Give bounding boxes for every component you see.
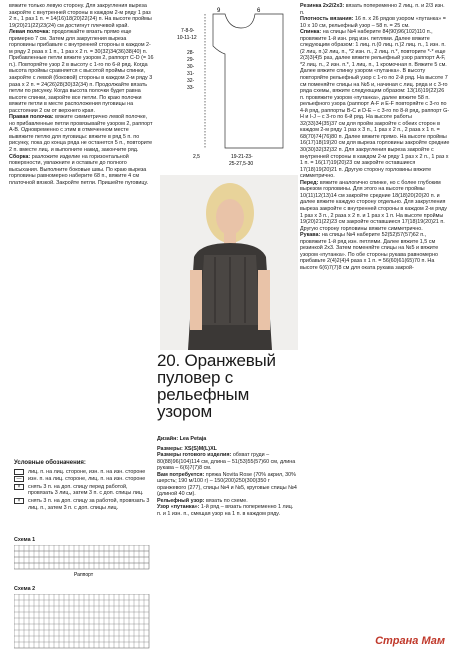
schema-h2: 28-	[187, 50, 195, 56]
rib2-text: вязать попеременно 2 лиц. п. и 2/3 изн. п.	[300, 3, 445, 16]
legend-text: лиц. п. на лиц. стороне, изн. п. на изн. стороне	[28, 468, 146, 475]
need-label: Вам потребуется:	[157, 471, 205, 478]
measure-label: Размеры готового изделия:	[157, 452, 232, 459]
density-text: 16 п. x 26 рядов узором «путанка» = 10 x 10 см, рельефный узор – 58 п. = 25 см.	[300, 16, 446, 29]
legend-symbol: —	[14, 476, 24, 482]
right-column	[300, 3, 450, 271]
legend-text: снять 3 п. на доп. спицу за работой, провязать 3 лиц. п., затем 3 п. с доп. спицы лиц.	[28, 497, 150, 511]
schema-h1: 10-11-12	[177, 35, 197, 41]
legend-symbol: ×	[14, 484, 24, 490]
back-label: Спинка:	[300, 29, 322, 36]
sleeve-text: на спицы №4 наберите 52(52)57(57)62 п., провяжите 1-й ряд изн. петлями. Далее вяжите 1,5 см резинкой 2x3. Затем поменяйте спицы на №5 и вяжите узором «путанка». По обе стороны рукава равномерно прибавьте 2(4)2(4)4 раза x 1 п. = 56(60)61(65)70 п. На высоте 6(6)7(7)8 см для оката рукава закрой-	[300, 232, 439, 271]
model-illustration	[160, 175, 298, 350]
rapport-label: Раппорт	[74, 572, 94, 578]
legend-text: снять 3 п. на доп. спицу перед работой, провязать 3 лиц., затем 3 п. с доп. спицы лиц.	[28, 483, 144, 497]
left-front-text: продолжайте вязать прямо еще примерно 7 см. Затем для закругления выреза горловины прибавьте с внутренней стороны в каждом 2-м ряду 2 раза x 1 п., 1 раз x 2 п. = 30(32)34(36)38(40) п. Прибавленные петли вяжите узором 2, раппорт С-D (= 16 п.). Повторяйте узор 2 в высоту с 1-го по 6-й ряд. Когда высота проймы сравняется с высотой проймы спинки, закройте с левой (боковой) стороны в каждом 2-м ряду 3 раза x 2 п. = 24(26)28(30)32(34) п. Продолжайте вязать петли по рисунку. Когда высота полочки будет равна высоте спинки, закройте все петли. По краю полочки вяжите петли в месте расположения пуговицы на расстоянии 2 см от верхнего края.	[9, 29, 154, 114]
schema-b2: 25-27,5-30	[229, 161, 254, 167]
assembly-text: разложите изделие на горизонтальной поверхности, увлажните и оставьте до полного высыхания. Выполните боковые швы. По краю выреза горловины равномерно наберите 68 п., вяжите 4 см платочной вязкой. Закройте петли. Пришейте пуговицу.	[9, 153, 149, 186]
assembly-title: Сборка:	[9, 153, 31, 160]
purl-text: 1-й ряд – вязать попеременно 1 лиц. п. и 1 изн. п., смещая узор на 1 п. в каждом ряду.	[157, 504, 294, 518]
back-text: на спицы №4 наберите 84(90)96(102)110 п., провяжите 1-й изн. ряд изн. петлями. Далее вяжите следующим образом: 1 лиц. п.(0 лиц. п.)2 лиц. п., 1 изн. п.(2 лиц. п.)2 лиц. п., *2 изн. п., 2 лиц. п.*, повторите *-* еще 2(3)3(4)5 раз, далее вяжите рельефный узор раппорт A-F, *2 лиц. п., 2 изн. п.*, 1 лиц. п., 1 кромочная п. Вяжите 5 см. Далее вяжите спинку узором «путанка». В высоту повторяйте рельефный узор с 1-го по 2-й ряд. На высоте 7 см поменяйте спицы на №5 и, начиная с лиц. ряда и с 3-го ряда схемы, вяжите следующим образом: 13(16)19(22)26 п. провяжите узором «путанка», далее вяжите 58 п. рельефного узора (раппорт A-F и E-F повторяйте с 3-го по 4-й ряд, раппорты В-С и D-E – с 3-го по 8-й ряд, раппорт G-H и I-J – с 3-го по 6-й ряд. На высоте работы 32(33)34(35)37 см для пройм закройте с обеих сторон в каждом 2-м ряду 1 раз x 3 п., 1 раз x 2 п., 2 раза x 1 п. = 68(70)74(76)80 п. Далее вяжите прямо. На высоте проймы 16(17)18(19)20 см для выреза горловины закройте средние 30(30)32(32)32 п. Для закругления выреза закройте с внутренней стороны в каждом 2-м ряду 1 раз x 2 п., 1 раз x 1 п. = 16(17)19(20)23 см закройте оставшиеся 17(18)19(20)21 п. Другую сторону горловины вяжите симметрично.	[300, 29, 450, 180]
article-title: 20. Оранжевый пуловер с рельефным узором	[157, 351, 276, 421]
schema-b1: 19-21-23-	[231, 154, 253, 160]
schema-h5: 31-	[187, 71, 195, 77]
designer-label: Дизайн:	[157, 436, 179, 442]
schema-h7: 33-	[187, 85, 195, 91]
left-front-title: Левая полочка:	[9, 29, 51, 36]
sleeve-label: Рукава:	[300, 232, 321, 239]
schema-side: 6	[257, 8, 261, 14]
legend-symbol: ×	[14, 498, 24, 504]
watermark: Страна Мам	[375, 635, 445, 647]
right-front-text: вяжите симметрично левой полочке, но прибавленные петли провязывайте узором 2, раппорт A-B. Одновременно с этим в отмеченном месте вывяжите петлю для пуговицы: вяжите в ряд 5 п. по рисунку, покa до конца ряда не останется 5 п., повторите 2 п. вместе лиц. и выполните накид, закончите ряд.	[9, 114, 153, 154]
left-column	[9, 3, 154, 186]
model-photo	[160, 175, 298, 350]
schema-h0: 7-8-9-	[181, 28, 195, 34]
sizes-label: Размеры:	[157, 445, 183, 452]
legend-title: Условные обозначения:	[14, 460, 86, 466]
schema-top: 9	[217, 8, 221, 14]
legend-item	[14, 498, 154, 511]
intro-text: вяжите только левую сторону. Для закругления выреза закройте с внутренней стороны в каждом 2-м ряду 1 раз 2 п., 1 раз 1 п. = 14(16)18(20)22(24) п. На высоте проймы 19(20)21(22)23(24) см достигнут плечевой край.	[9, 3, 152, 29]
density-label: Плотность вязания:	[300, 16, 354, 23]
measure-text: обхват груди – 80(88)96(104)114 см, длина – 51(53)55(57)60 см, длина рукава – 6(6)7(7)8 см.	[157, 452, 296, 472]
scheme1-grid	[14, 545, 154, 579]
legend	[14, 460, 154, 512]
sizes-value: XS(S)M(L)XL	[184, 445, 217, 452]
legend-item	[14, 476, 154, 483]
schema-h4: 30-	[187, 64, 195, 70]
designer-name: Lea Petaja	[179, 436, 207, 442]
need-text: пряжа Novita Rose (70% акрил, 30% шерсть; 190 м/100 г) – 150(200)250(300)350 г оранжевого (277), спицы №4 и №5, круговые спицы №4 (длиной 40 см).	[157, 471, 297, 498]
rib-label: Рельефный узор:	[157, 497, 205, 504]
stitch-charts	[14, 535, 154, 650]
legend-item	[14, 484, 154, 497]
legend-text: изн. п. на лиц. стороне, лиц. п. на изн. стороне	[28, 476, 146, 483]
schema-h6: 32-	[187, 78, 195, 84]
front-text: вяжите аналогично спинке, но с более глубоким вырезом горловины. Для этого на высоте проймы 10(11)12(13)14 см закройте средние 18(18)20(20)20 п. и далее вяжите каждую сторону отдельно. Для закругления выреза закройте с внутренней стороны в каждом 2-м ряду 1 раз x 3 п., 2 раза x 2 п. и 1 раз x 1 п. На высоте проймы 19(20)21(22)23 см закройте оставшиеся 17(18)19(20)21 п. Другую сторону горловины вяжите симметрично.	[300, 179, 447, 232]
scheme2-grid	[14, 594, 154, 650]
garment-schema	[173, 6, 293, 171]
purl-label: Узор «путанка»:	[157, 504, 200, 511]
schema-b0: 2,5	[193, 154, 200, 160]
rib-text: вязать по схеме.	[205, 497, 248, 504]
rib2-label: Резинка 2x2/2x3:	[300, 3, 345, 9]
legend-symbol	[14, 469, 24, 475]
front-label: Перед:	[300, 179, 319, 186]
scheme2-title: Схема 2	[14, 586, 36, 592]
right-front-title: Правая полочка:	[9, 114, 54, 121]
schema-h3: 29-	[187, 57, 195, 63]
legend-item	[14, 469, 154, 476]
scheme1-title: Схема 1	[14, 537, 36, 543]
article-specs	[157, 436, 297, 518]
